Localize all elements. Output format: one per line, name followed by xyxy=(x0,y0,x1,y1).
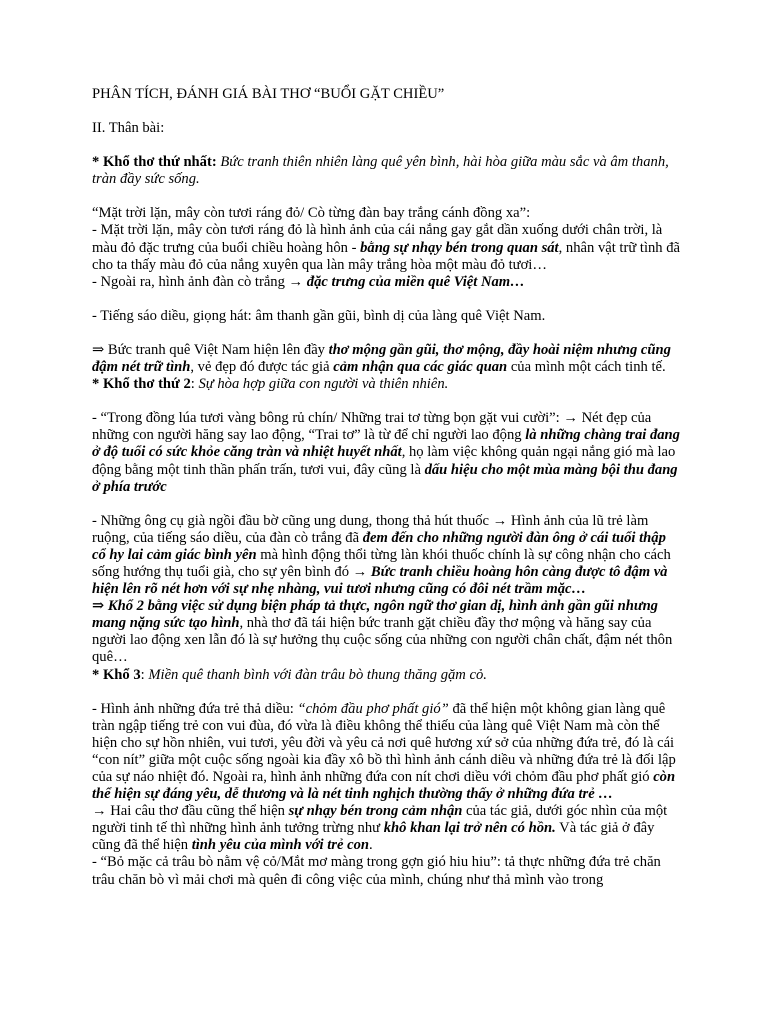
paragraph-1: - Mặt trời lặn, mây còn tươi ráng đỏ là hình ảnh của cái nắng gay gắt dần xuống dưới chân trời, là màu đỏ đặc trưng của buổi chiều hoàng hôn - bằng sự nhạy bén trong quan sát, nhân vật trữ tình đã cho ta thấy màu đỏ của nắng xuyên qua làn mây trắng hòa một màu đỏ tươi… xyxy=(92,222,681,273)
stanza-1-heading xyxy=(92,154,682,188)
paragraph-quote-1: “Mặt trời lặn, mây còn tươi ráng đỏ/ Cò từng đàn bay trắng cánh đồng xa”: xyxy=(92,205,531,222)
stanza-2-label: * Khổ thơ thứ 2 xyxy=(92,376,191,393)
page-title: PHÂN TÍCH, ĐÁNH GIÁ BÀI THƠ “BUỔI GẶT CHIỀU” xyxy=(92,86,445,102)
document-body xyxy=(92,86,682,889)
stanza-3-label: * Khổ 3 xyxy=(92,666,141,683)
paragraph-6: - Những ông cụ già ngồi đầu bờ cũng ung dung, thong thả hút thuốc → Hình ảnh của lũ trẻ làm ruộng, của tiếng sáo diều, của đàn cò trắng đã đem đến cho những người đàn ông ở cái tuổi thập cổ hy lai cảm giác bình yên mà hình động thổi từng làn khói thuốc chính là sự công nhận cho cách sống hướng thụ tuổi già, cho sự yên bình đó → Bức tranh chiều hoàng hôn càng được tô đậm và hiện lên rõ nét hơn với sự nhẹ nhàng, vui tươi nhưng cũng có đôi nét trầm mặc… xyxy=(92,512,671,598)
stanza-3-heading: * Khổ 3: Miền quê thanh bình với đàn trâu bò thung thăng gặm cỏ. xyxy=(92,666,487,683)
paragraph-5: - “Trong đồng lúa tươi vàng bông rủ chín/ Những trai tơ từng bọn gặt vui cười”: → Nét đẹp của những con người hăng say lao động, “Trai tơ” là từ để chỉ người lao động là những chàng trai đang ở độ tuổi có sức khỏe căng tràn và nhiệt huyết nhất, họ làm việc không quản ngại nắng gió mà lao động bằng một tinh thần phấn trấn, tươi vui, đây cũng là dấu hiệu cho một mùa màng bội thu đang ở phía trước xyxy=(92,410,680,495)
paragraph-10: - “Bỏ mặc cả trâu bò nằm vệ cỏ/Mắt mơ màng trong gợn gió hiu hiu”: tả thực những đứa trẻ chăn trâu chăn bò vì mải chơi mà quên đi công việc của mình, chúng như thả mình vào trong xyxy=(92,854,661,888)
paragraph-8: - Hình ảnh những đứa trẻ thả diều: “chỏm đầu phơ phất gió” đã thể hiện một không gian làng quê tràn ngập tiếng trẻ con vui đùa, đó vừa là điều không thể thiếu của làng quê Việt Nam mà còn thể hiện cho sự hồn nhiên, vui tươi, yêu đời và yêu cả nơi quê hương xứ sở của những đứa trẻ, đó là cái “con nít” giữa một cuộc sống ngoài kia đầy xô bồ thì hình ảnh cánh diều và những đứa trẻ là đối lập của sự náo nhiệt đó. Ngoài ra, hình ảnh những đứa con nít chơi diều với chỏm đầu phơ phất gió còn thể hiện sự đáng yêu, dễ thương và là nét tinh nghịch thường thấy ở những đứa trẻ … xyxy=(92,700,676,803)
stanza-2-heading: * Khổ thơ thứ 2: Sự hòa hợp giữa con người và thiên nhiên. xyxy=(92,376,449,393)
section-heading: II. Thân bài: xyxy=(92,120,165,137)
paragraph-9: → Hai câu thơ đầu cũng thể hiện sự nhạy bén trong cảm nhận của tác giả, dưới góc nhìn của một người tinh tế thì những hình ảnh tưởng trừng như khô khan lại trở nên có hồn. Và tác giả ở đây cũng đã thể hiện tình yêu của mình với trẻ con. xyxy=(92,803,668,854)
paragraph-7: ⇒ Khổ 2 bằng việc sử dụng biện pháp tả thực, ngôn ngữ thơ gian dị, hình ảnh gần gũi nhưng mang nặng sức tạo hình, nhà thơ đã tái hiện bức tranh gặt chiều đầy thơ mộng và hăng say của người lao động xen lẫn đó là sự hưởng thụ cuộc sống của những con người chân chất, đậm nét thôn quê… xyxy=(92,598,673,666)
paragraph-3: - Tiếng sáo diều, giọng hát: âm thanh gần gũi, bình dị của làng quê Việt Nam. xyxy=(92,307,546,324)
stanza-1-description: Bức tranh thiên nhiên làng quê yên bình, hài hòa giữa màu sắc và âm thanh, tràn đầy sức sống. xyxy=(92,154,669,188)
stanza-3-description: Miền quê thanh bình với đàn trâu bò thung thăng gặm cỏ. xyxy=(148,666,487,683)
stanza-1-label: * Khổ thơ thứ nhất: xyxy=(92,154,217,171)
paragraph-4: ⇒ Bức tranh quê Việt Nam hiện lên đầy thơ mộng gần gũi, thơ mộng, đầy hoài niệm nhưng cũng đậm nét trữ tình, vẻ đẹp đó được tác giả cảm nhận qua các giác quan của mình một cách tinh tế. xyxy=(92,341,671,376)
stanza-2-description: Sự hòa hợp giữa con người và thiên nhiên. xyxy=(198,376,449,393)
paragraph-2: - Ngoài ra, hình ảnh đàn cò trắng → đặc trưng của miền quê Việt Nam… xyxy=(92,273,525,290)
